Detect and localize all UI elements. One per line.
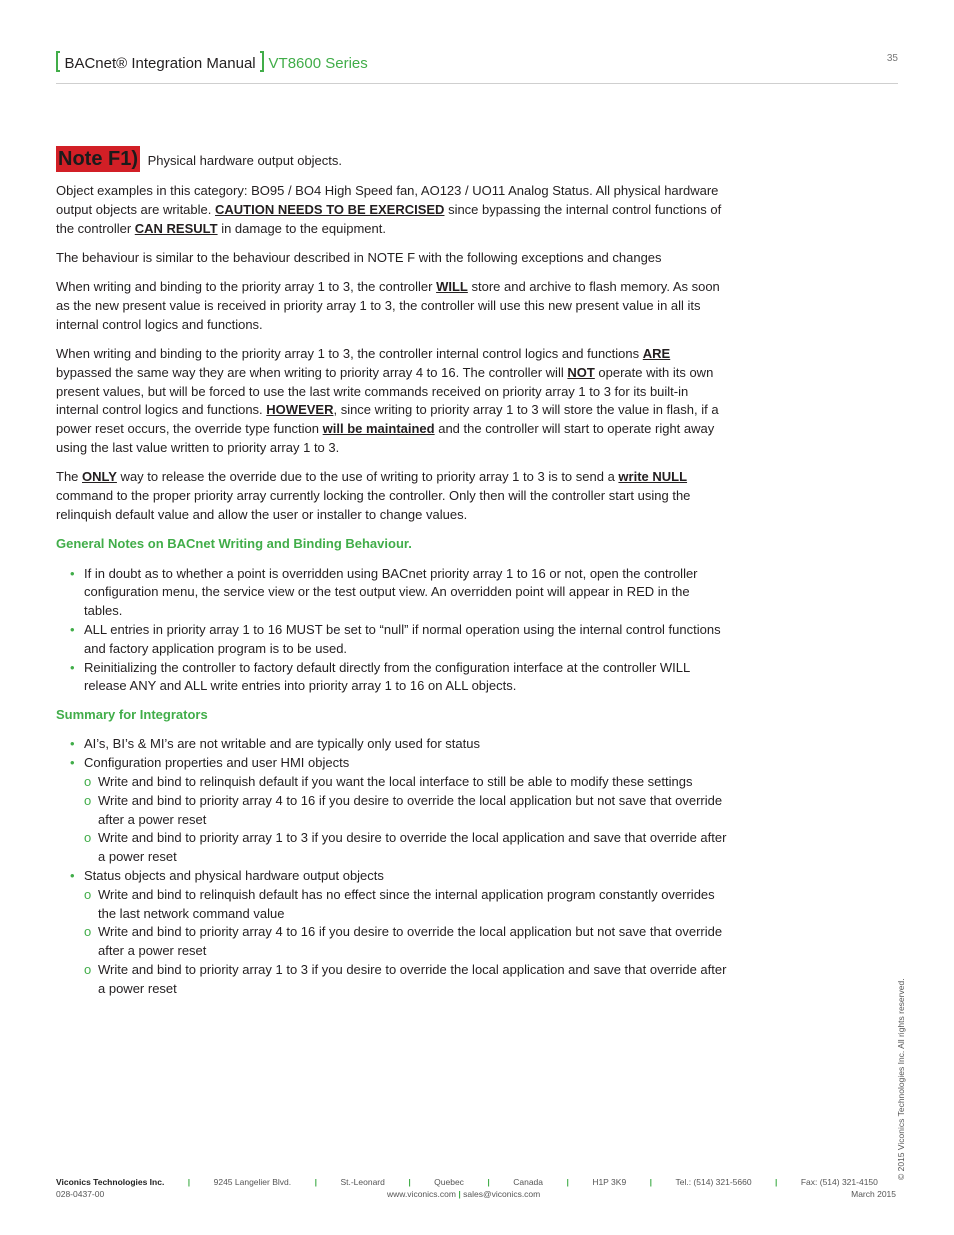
paragraph-flash-storage: [56, 278, 728, 334]
footer-contact-row: [56, 1189, 898, 1201]
text: When writing and binding to the priority array 1 to 3, the controller: [56, 279, 437, 295]
paragraph-examples: [56, 182, 728, 238]
sub-list: [84, 886, 728, 999]
sub-list-item: o Write and bind to relinquish default if you want the local interface to still be able to modify these settings: [84, 773, 728, 792]
page-footer: [56, 1177, 898, 1201]
list-item: [56, 754, 728, 867]
paragraph-behaviour: [56, 249, 728, 268]
manual-title: BACnet® Integration Manual: [64, 55, 256, 72]
text: since bypassing the internal control functions of the controller: [56, 201, 722, 236]
sub-list-item: o Write and bind to priority array 1 to 3 if you desire to override the local application and save that override after a power reset: [84, 961, 728, 999]
main-content: [56, 146, 728, 1009]
text: bypassed the same way they are when writing to priority array 4 to 16. The controller will: [56, 364, 568, 380]
email-link[interactable]: sales@viconics.com: [463, 1189, 541, 1199]
text: and the controller will start to operate right away using the last value written to priority array 1 to 3.: [56, 421, 715, 456]
footer-separator: |: [408, 1177, 411, 1187]
side-copyright: © 2015 Viconics Technologies Inc. All rights reserved.: [896, 978, 906, 1180]
emphasis-maintained: will be maintained: [322, 421, 435, 437]
emphasis-caution: CAUTION NEEDS TO BE EXERCISED: [214, 201, 445, 217]
text: store and archive to flash memory. As soon as the new present value is received in priority array 1 to 3, the controller will use this new present value in all its internal control logics and functions.: [56, 279, 720, 332]
footer-separator: |: [314, 1177, 317, 1187]
footer-separator: |: [458, 1189, 461, 1199]
text: Object examples in this category: BO95 / BO4 High Speed fan, AO123 / UO11 Analog Status. All physical hardware output objects are writable.: [56, 183, 719, 217]
emphasis-write-null: write NULL: [618, 469, 688, 485]
footer-separator: |: [487, 1177, 490, 1187]
footer-telephone: Tel.: (514) 321-5660: [675, 1177, 752, 1187]
footer-company: Viconics Technologies Inc.: [56, 1177, 165, 1187]
text: When writing and binding to the priority array 1 to 3, the controller internal control logics and functions: [56, 346, 643, 362]
website-link[interactable]: www.viconics.com: [387, 1189, 456, 1199]
footer-separator: |: [566, 1177, 569, 1187]
sub-list-item: o Write and bind to relinquish default has no effect since the internal application program constantly overrides the last network command value: [84, 886, 728, 924]
text: The: [56, 469, 83, 485]
footer-province: Quebec: [434, 1177, 464, 1187]
paragraph-bypass: [56, 345, 728, 458]
summary-heading: Summary for Integrators: [56, 707, 208, 723]
note-description: Physical hardware output objects.: [147, 153, 343, 168]
general-notes-heading: General Notes on BACnet Writing and Binding Behaviour.: [56, 536, 412, 552]
footer-postal-code: H1P 3K9: [592, 1177, 627, 1187]
emphasis-are: ARE: [642, 346, 671, 362]
footer-address-row: [56, 1177, 878, 1187]
footer-separator: |: [649, 1177, 653, 1187]
sub-list: [84, 773, 728, 867]
list-item: [56, 867, 728, 999]
publication-date: March 2015: [851, 1189, 896, 1199]
emphasis-only: ONLY: [82, 469, 117, 485]
summary-list: [56, 735, 728, 998]
list-item: • If in doubt as to whether a point is overridden using BACnet priority array 1 to 16 or not, open the controller configuration menu, the service view or the test output view. An overridden point will appear in RED in the tables.: [56, 565, 728, 621]
footer-address: 9245 Langelier Blvd.: [213, 1177, 292, 1187]
text: operate with its own present values, but will be forced to use the last write commands received on priority array 1 to 3 for its built-in internal control logics and functions.: [56, 364, 714, 418]
emphasis-will: WILL: [436, 279, 468, 295]
list-item: • Reinitializing the controller to factory default directly from the configuration interface at the controller WILL release ANY and ALL write entries into priority array 1 to 16 on ALL objects.: [56, 659, 728, 697]
sub-list-item: o Write and bind to priority array 4 to 16 if you desire to override the local application but not save that override after a power reset: [84, 792, 728, 830]
emphasis-however: HOWEVER: [266, 402, 334, 418]
note-label: Note F1): [58, 148, 138, 170]
footer-contact: [387, 1189, 540, 1199]
text: The behaviour is similar to the behaviour described in NOTE F with the following exceptions and changes: [56, 249, 662, 265]
list-item: • AI’s, BI’s & MI’s are not writable and are typically only used for status: [56, 735, 728, 754]
text: way to release the override due to the use of writing to priority array 1 to 3 is to send a: [116, 469, 619, 485]
footer-country: Canada: [513, 1177, 544, 1187]
document-number: 028-0437-00: [56, 1189, 105, 1199]
list-item-label: Configuration properties and user HMI objects: [84, 755, 350, 771]
note-heading: [56, 146, 728, 172]
series-name: VT8600 Series: [268, 55, 368, 72]
footer-separator: |: [187, 1177, 191, 1187]
page-header: [56, 53, 898, 84]
footer-fax: Fax: (514) 321-4150: [800, 1177, 878, 1187]
list-item: • ALL entries in priority array 1 to 16 MUST be set to “null” if normal operation using the internal control functions and factory application program is to be used.: [56, 621, 728, 659]
paragraph-release-override: [56, 468, 728, 524]
footer-city: St.-Leonard: [340, 1177, 385, 1187]
text: , since writing to priority array 1 to 3 will store the value in flash, if a power reset occurs, the override type function: [56, 402, 719, 437]
text: in damage to the equipment.: [217, 220, 386, 236]
list-item-label: Status objects and physical hardware output objects: [84, 868, 384, 883]
left-bracket-mark: [56, 51, 60, 72]
emphasis-not: NOT: [567, 364, 595, 380]
right-bracket-mark: [260, 51, 264, 72]
footer-separator: |: [775, 1177, 778, 1187]
text: command to the proper priority array currently locking the controller. Only then will the controller start using the relinquish default value and allow the user or installer to change values.: [56, 488, 691, 522]
emphasis-can-result: CAN RESULT: [134, 220, 218, 236]
sub-list-item: o Write and bind to priority array 1 to 3 if you desire to override the local application and save that override after a power reset: [84, 829, 728, 867]
general-notes-list: [56, 565, 728, 697]
page-number: 35: [886, 53, 898, 64]
sub-list-item: o Write and bind to priority array 4 to 16 if you desire to override the local application but not save that override after a power reset: [84, 923, 728, 961]
